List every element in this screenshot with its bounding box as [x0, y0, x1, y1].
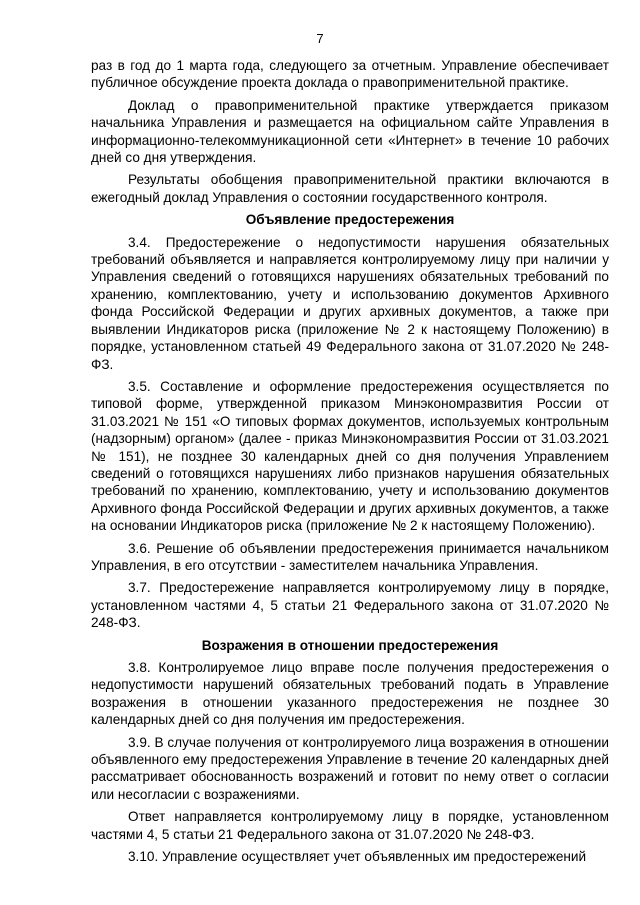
paragraph: 3.10. Управление осуществляет учет объявленных им предостережений: [128, 849, 587, 865]
document-body: [91, 57, 609, 870]
paragraph: 3.6. Решение об объявлении предостережения принимается начальником Управления, в его отсутствии - заместителем начальника Управления.: [91, 540, 609, 573]
paragraph: 3.8. Контролируемое лицо вправе после получения предостережения о недопустимости нарушений обязательных требований подать в Управление возражения в отношении указанного предостережения не позднее 30 календарных дней со дня получения им предостережения.: [91, 660, 609, 728]
paragraph: Доклад о правоприменительной практике утверждается приказом начальника Управления и размещается на официальном сайте Управления в информационно-телекоммуникационной сети «Интернет» в течение 10 рабочих дней со дня утверждения.: [91, 97, 609, 166]
paragraph: Ответ направляется контролируемому лицу в порядке, установленном частями 4, 5 статьи 21 Федерального закона от 31.07.2020 № 248-ФЗ.: [91, 809, 609, 842]
page-number: 7: [316, 31, 324, 46]
paragraph: 3.9. В случае получения от контролируемого лица возражения в отношении объявленного ему предостережения Управление в течение 20 календарных дней рассматривает обоснованность возражений и готовит по нему ответ о согласии или несогласии с возражениями.: [91, 734, 609, 802]
section-heading-warning: Объявление предостережения: [245, 212, 455, 228]
paragraph: 3.7. Предостережение направляется контролируемому лицу в порядке, установленном частями 4, 5 статьи 21 Федерального закона от 31.07.2020 № 248-ФЗ.: [91, 580, 609, 631]
section-heading-objections: Возражения в отношении предостережения: [201, 637, 499, 653]
paragraph: 3.5. Составление и оформление предостережения осуществляется по типовой форме, утвержденной приказом Минэкономразвития России от 31.03.2021 № 151 «О типовых формах документов, используемых контрольным (надзорным) органом» (далее - приказ Минэкономразвития России от 31.03.2021 № 151), не позднее 30 календарных дней со дня получения Управлением сведений о готовящихся нарушениях либо признаков нарушения обязательных требований по хранению, комплектованию, учету и использованию документов Архивного фонда Российской Федерации и других архивных документов, а также на основании Индикаторов риска (приложение № 2 к настоящему Положению).: [91, 378, 609, 534]
paragraph: раз в год до 1 марта года, следующего за отчетным. Управление обеспечивает публичное обсуждение проекта доклада о правоприменительной практике.: [91, 58, 609, 91]
paragraph: Результаты обобщения правоприменительной практики включаются в ежегодный доклад Управления о состоянии государственного контроля.: [91, 172, 609, 205]
paragraph: 3.4. Предостережение о недопустимости нарушения обязательных требований объявляется и направляется контролируемому лицу при наличии у Управления сведений о готовящихся нарушениях обязательных требований по хранению, комплектованию, учету и использованию документов Архивного фонда Российской Федерации и других архивных документов, а также при выявлении Индикаторов риска (приложение № 2 к настоящему Положению) в порядке, установленном статьей 49 Федерального закона от 31.07.2020 № 248-ФЗ.: [91, 234, 609, 372]
